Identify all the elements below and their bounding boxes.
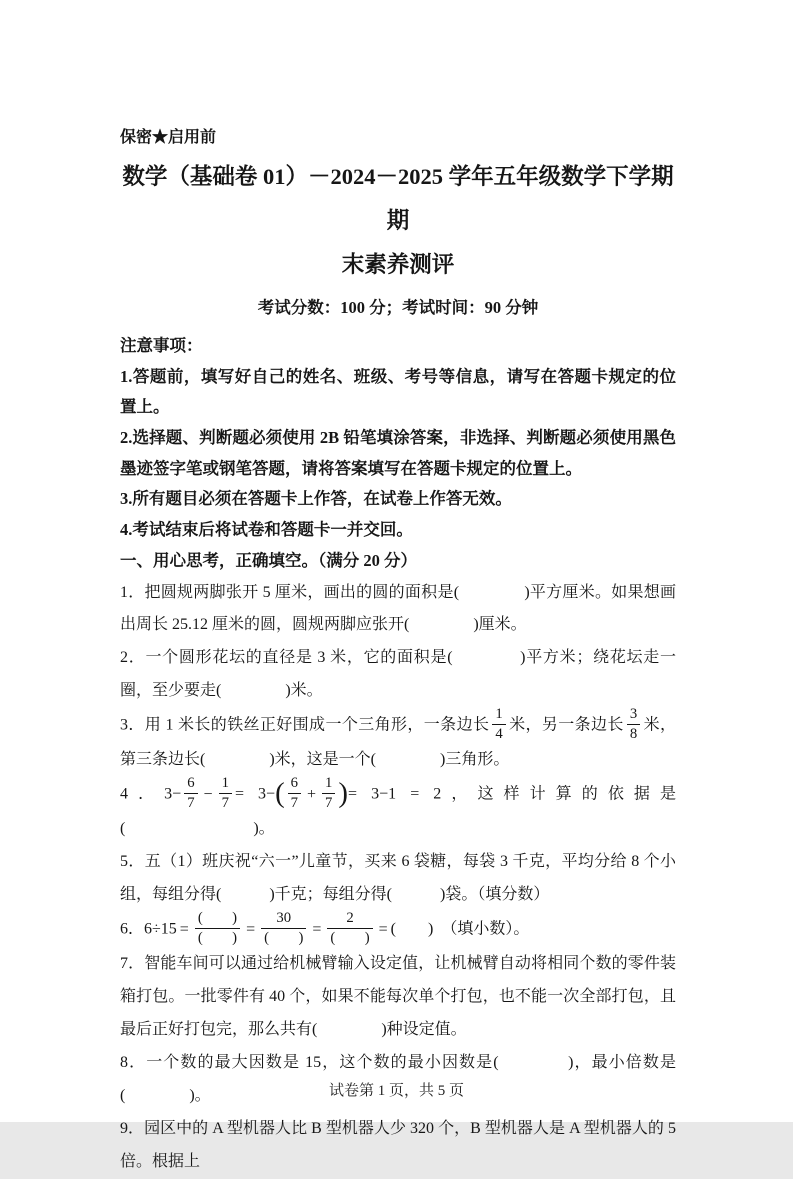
notice-item-3: 3.所有题目必须在答题卡上作答，在试卷上作答无效。: [120, 489, 512, 509]
question-1: 1．把圆规两脚张开 5 厘米，画出的圆的面积是( )平方厘米。如果想画出周长 25.12 厘米的圆，圆规两脚应张开( )厘米。: [120, 583, 676, 634]
fraction-three-eighths: $\frac{3}{8}$: [627, 706, 640, 742]
notice-item-1: 1.答题前，填写好自己的姓名、班级、考号等信息，请写在答题卡规定的位置上。: [120, 366, 676, 417]
security-notice: 保密★启用前: [120, 129, 217, 146]
equals-operator-3: =: [378, 920, 388, 938]
question-2: 2．一个圆形花坛的直径是 3 米，它的面积是( )平方米；绕花坛走一圈，至少要走( )米。: [120, 649, 676, 700]
notice-item-2: 2.选择题、判断题必须使用 2B 铅笔填涂答案，非选择、判断题必须使用黑色墨迹签字笔或钢笔答题，请将答案填写在答题卡规定的位置上。: [120, 428, 676, 478]
fraction-one-fourth: $\frac{1}{4}$: [492, 706, 505, 742]
fraction-blank-blank: $\frac{( )}{( )}$: [195, 910, 240, 946]
question-9: 9．园区中的 A 型机器人比 B 型机器人少 320 个，B 型机器人是 A 型机器人的 5 倍。根据上: [120, 1119, 676, 1170]
question-4-text-3: = 3−1 = 2，这样计算的依据是( )。: [120, 785, 676, 838]
question-3-text-3: 米，第三条边长( )米，这是一个( )三角形。: [120, 716, 676, 769]
fraction-one-seventh-2: $\frac{1}{7}$: [322, 775, 335, 811]
exam-title-line2: 末素养测评: [341, 251, 455, 277]
question-4-text-1: 4．3−: [120, 785, 182, 803]
fraction-six-sevenths-2: $\frac{6}{7}$: [288, 775, 301, 811]
fraction-30-blank: $\frac{30}{( )}$: [261, 910, 306, 946]
question-4-text-2: = 3−: [234, 785, 276, 803]
exam-info: 考试分数：100 分；考试时间：90 分钟: [257, 297, 539, 317]
question-6-text-2: ( ) （填小数）。: [390, 920, 530, 938]
equals-operator-2: =: [312, 920, 322, 938]
plus-operator: +: [307, 785, 317, 803]
question-3: [120, 708, 676, 777]
page-footer: 试卷第 1 页，共 5 页: [328, 1083, 464, 1099]
question-5: 5．五（1）班庆祝“六一”儿童节，买来 6 袋糖，每袋 3 千克，平均分给 8 个小组，每组分得( )千克；每组分得( )袋。（填分数）: [120, 853, 676, 904]
question-8: 8．一个数的最大因数是 15，这个数的最小因数是( )，最小倍数是( )。: [120, 1053, 676, 1104]
minus-operator: −: [203, 785, 213, 803]
notices-block: [120, 331, 676, 546]
exam-title: [120, 155, 676, 287]
left-paren: (: [275, 776, 285, 809]
question-3-text-2: 米，另一条边长: [508, 716, 624, 734]
notice-item-4: 4.考试结束后将试卷和答题卡一并交回。: [120, 520, 413, 540]
exam-title-line1: 数学（基础卷 01）－2024－2025 学年五年级数学下学期期: [122, 164, 674, 233]
question-6: [120, 912, 676, 948]
section1-header: 一、用心思考，正确填空。（满分 20 分）: [120, 550, 417, 570]
right-paren: ): [338, 776, 348, 809]
notices-header: 注意事项：: [120, 336, 203, 356]
equals-operator-0: =: [179, 920, 189, 938]
question-3-text-1: 3．用 1 米长的铁丝正好围成一个三角形，一条边长: [120, 716, 490, 734]
fraction-2-blank: $\frac{2}{( )}$: [327, 910, 372, 946]
question-4: [120, 777, 676, 846]
equals-operator-1: =: [246, 920, 256, 938]
fraction-six-sevenths: $\frac{6}{7}$: [184, 775, 197, 811]
question-6-text-1: 6．6÷15: [120, 920, 177, 938]
question-7: 7．智能车间可以通过给机械臂输入设定值，让机械臂自动将相同个数的零件装箱打包。一批零件有 40 个，如果不能每次单个打包，也不能一次全部打包，且最后正好打包完，那么共有( )种设定值。: [120, 955, 676, 1038]
fraction-one-seventh: $\frac{1}{7}$: [219, 775, 232, 811]
